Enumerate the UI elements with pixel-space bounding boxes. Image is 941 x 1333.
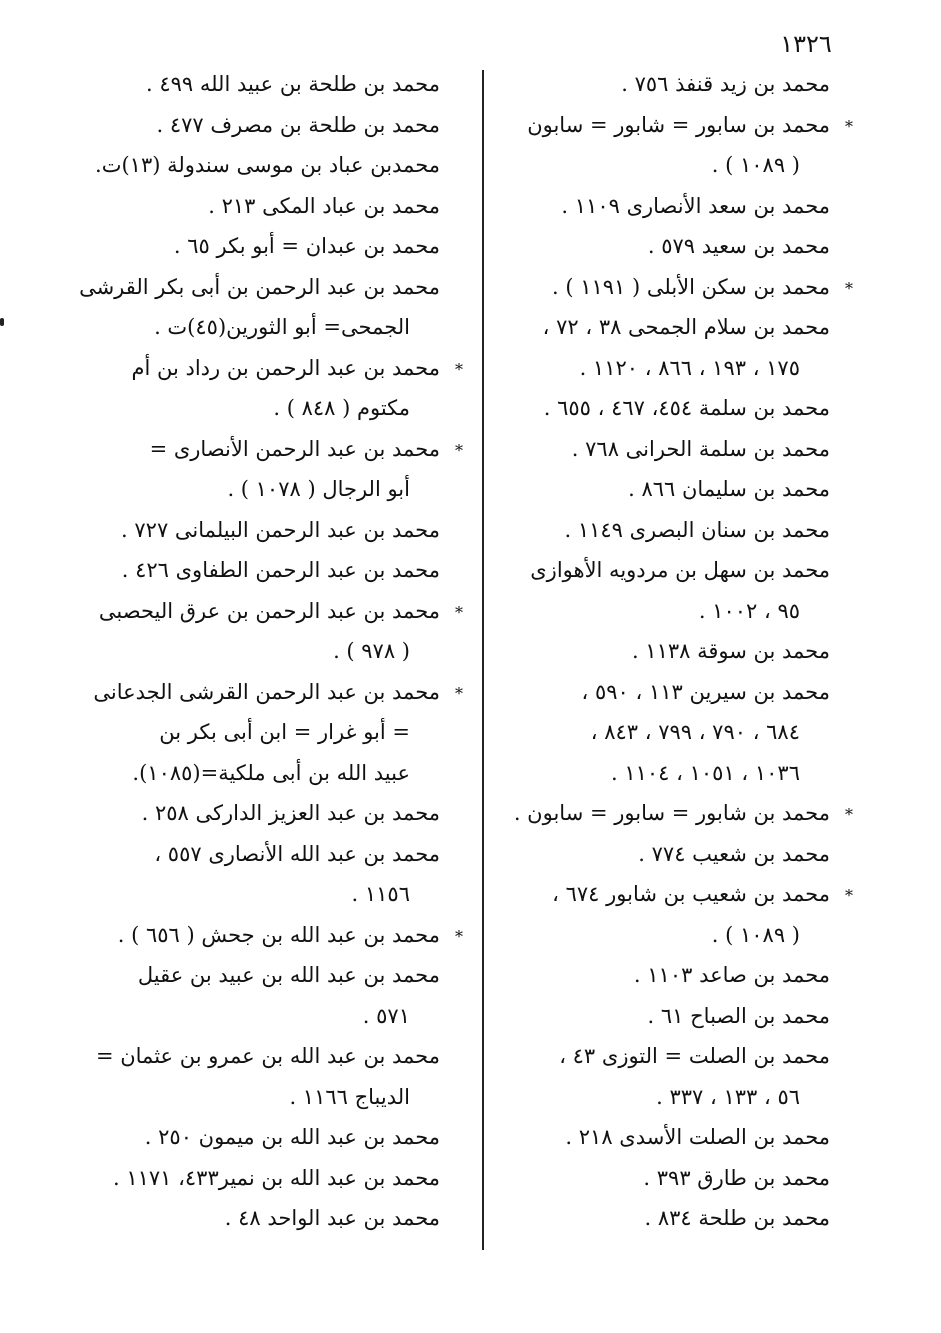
entry-line: محمد بن طلحة بن عبيد الله ٤٩٩ . [145,72,440,96]
index-entry [95,145,450,186]
asterisk-marker: * [455,926,463,946]
index-entry [115,348,463,429]
entry-line: محمد بن سعيد ٥٧٩ . [647,234,830,258]
index-entry [115,1198,450,1239]
asterisk-marker: * [845,886,853,905]
entry-line: محمد بن عبد الله بن جحش ( ٦٥٦ ) . [117,922,440,947]
asterisk-marker: * [455,440,463,460]
entry-line: محمد بن عبد الله بن نمير٤٣٣، ١١٧١ . [112,1165,440,1190]
entry-line: محمد بن عبد العزيز الداركى ٢٥٨ . [141,801,440,825]
index-entry [115,429,463,510]
index-entry [490,874,853,955]
entry-line: محمد بن عبد الرحمن بن رداد بن أم [131,355,440,380]
asterisk-marker: * [455,359,463,379]
entry-line: محمدبن عباد بن موسى سندولة (١٣)ت. [95,153,440,177]
entry-line: محمد بن زيد قنفذ ٧٥٦ . [621,72,830,96]
entry-line: محمد بن عبد الله بن عبيد بن عقيل [137,963,440,987]
entry-continuation-line: ١٧٥ ، ١٩٣ ، ٨٦٦ ، ١١٢٠ . [579,355,800,380]
entry-continuation-line: ( ١٠٨٩ ) . [711,922,800,947]
entry-line: محمد بن عبد الواحد ٤٨ . [224,1206,440,1230]
entry-line: محمد بن عبد الرحمن بن عرق اليحصبى [98,598,440,623]
entry-line: محمد بن عبد الله بن ميمون ٢٥٠ . [144,1125,440,1149]
index-entry [490,1158,840,1199]
asterisk-marker: * [845,116,853,136]
index-entry [490,1036,840,1117]
index-entry [490,996,840,1037]
asterisk-marker: * [845,805,853,824]
page-edge-mark [0,318,4,326]
entry-line: محمد بن سلمة الحرانى ٧٦٨ . [571,436,830,461]
entry-line: محمد بن سوقة ١١٣٨ . [631,639,830,663]
page-number: ١٣٢٦ [780,30,832,58]
index-entry [490,267,853,308]
entry-line: محمد بن شعيب ٧٧٤ . [638,841,830,866]
entry-line: محمد بن عبد الله بن عمرو بن عثمان = [95,1044,440,1068]
entry-continuation-line: الجمحى= أبو الثورين(٤٥)ت . [154,315,410,339]
index-entry [115,834,450,915]
column-divider [482,70,484,1250]
index-entry [490,226,840,267]
entry-line: محمد بن سيرين ١١٣ ، ٥٩٠ ، [581,679,830,704]
index-entry [115,510,450,551]
entry-line: محمد بن عبد الرحمن القرشى الجدعانى [93,679,440,704]
entry-line: محمد بن عبد الرحمن بن أبى بكر القرشى [79,274,440,299]
entry-continuation-line: ١١٥٦ . [351,882,410,906]
index-entry [115,793,450,834]
entry-line: محمد بن عبدان = أبو بكر ٦٥ . [173,234,440,258]
entry-line: محمد بن شعيب بن شابور ٦٧٤ ، [552,882,830,906]
entry-continuation-line: ٩٥ ، ١٠٠٢ . [698,598,800,623]
index-entry [490,429,840,470]
index-entry [79,267,450,348]
entry-line: محمد بن سلمة ٤٥٤، ٤٦٧ ، ٦٥٥ . [543,396,830,420]
entry-line: محمد بن عبد الرحمن البيلمانى ٧٢٧ . [121,517,440,542]
index-entry [490,469,840,510]
entry-line: محمد بن سابور = شابور = سابون [527,112,830,137]
index-entry [95,1036,450,1117]
index-entry [490,834,840,875]
index-entry [490,510,840,551]
index-entry [115,226,450,267]
entry-line: محمد بن سليمان ٨٦٦ . [628,477,830,501]
entry-continuation-line: مكتوم ( ٨٤٨ ) . [273,396,410,420]
entry-line: محمد بن صاعد ١١٠٣ . [633,963,830,987]
entry-line: محمد بن الصلت = التوزى ٤٣ ، [559,1044,830,1068]
entry-line: محمد بن طلحة ٨٣٤ . [644,1206,830,1230]
index-entry [490,955,840,996]
index-entry [115,105,450,146]
index-entry [93,672,463,794]
entry-line: محمد بن الصباح ٦١ . [647,1003,830,1028]
asterisk-marker: * [455,602,463,622]
entry-line: محمد بن عباد المكى ٢١٣ . [208,193,440,218]
index-entry [115,550,450,591]
entry-line: محمد بن سلام الجمحى ٣٨ ، ٧٢ ، [542,315,830,339]
index-entry [490,105,853,186]
index-entry [115,955,450,1036]
entry-line: محمد بن الصلت الأسدى ٢١٨ . [565,1125,830,1149]
index-entry [115,1117,450,1158]
entry-continuation-line: ( ١٠٨٩ ) . [711,153,800,177]
entry-continuation-line: عبيد الله بن أبى ملكية=(١٠٨٥). [132,760,410,785]
index-entry [490,672,840,794]
asterisk-marker: * [455,683,463,703]
entry-line: محمد بن عبد الرحمن الأنصارى = [149,436,440,461]
index-entry [490,631,840,672]
index-entry [490,1117,840,1158]
entry-continuation-line: = أبو غرار = ابن أبى بكر بن [159,720,410,744]
entry-line: محمد بن طارق ٣٩٣ . [643,1165,830,1190]
entry-continuation-line: ( ٩٧٨ ) . [333,639,410,663]
entry-continuation-line: الديباج ١١٦٦ . [289,1084,410,1109]
left-column [79,64,463,1239]
entry-line: محمد بن عبد الله الأنصارى ٥٥٧ ، [154,841,440,866]
right-column [490,64,853,1239]
entry-continuation-line: ٥٧١ . [362,1003,410,1028]
index-entry [98,591,463,672]
index-entry [490,388,840,429]
entry-line: محمد بن عبد الرحمن الطفاوى ٤٢٦ . [121,558,440,582]
entry-continuation-line: ٦٨٤ ، ٧٩٠ ، ٧٩٩ ، ٨٤٣ ، [590,720,800,744]
index-entry [490,186,840,227]
entry-line: محمد بن سهل بن مردويه الأهوازى [530,558,830,582]
index-entry [112,1158,450,1199]
entry-line: محمد بن سكن الأبلى ( ١١٩١ ) . [551,274,830,299]
entry-continuation-line: أبو الرجال ( ١٠٧٨ ) . [227,477,410,501]
entry-continuation-line: ٥٦ ، ١٣٣ ، ٣٣٧ . [656,1084,800,1109]
entry-line: محمد بن سنان البصرى ١١٤٩ . [564,517,830,542]
entry-line: محمد بن سعد الأنصارى ١١٠٩ . [561,193,830,218]
entry-line: محمد بن طلحة بن مصرف ٤٧٧ . [156,112,440,137]
entry-continuation-line: ١٠٣٦ ، ١٠٥١ ، ١١٠٤ . [610,760,800,785]
index-entry [490,793,853,834]
index-entry [115,186,450,227]
index-entry [490,550,840,631]
index-entry [490,64,840,105]
index-entry [490,307,840,388]
index-entry [490,1198,840,1239]
entry-line: محمد بن شابور = سابور = سابون . [513,801,830,825]
index-entry [115,915,463,956]
index-entry [115,64,450,105]
asterisk-marker: * [845,278,853,298]
